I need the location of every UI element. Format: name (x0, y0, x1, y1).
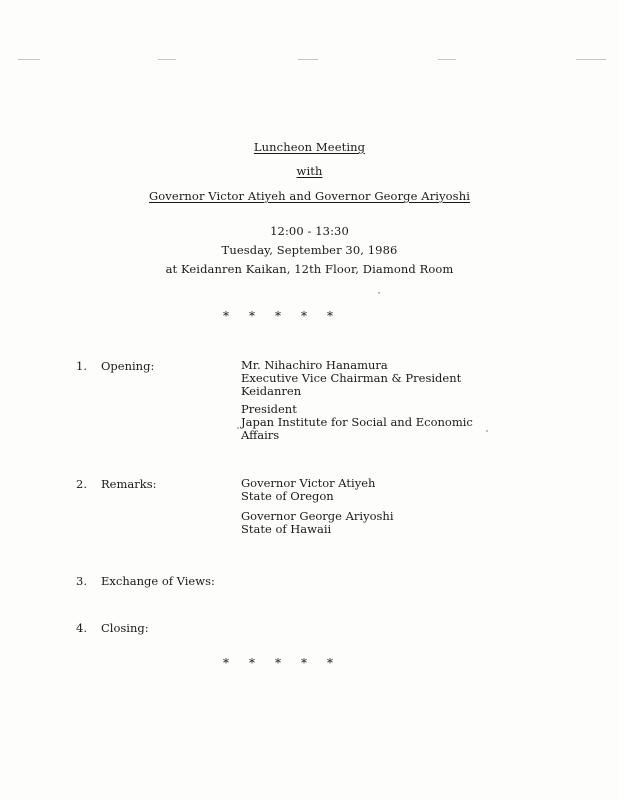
speaker-state: State of Hawaii (241, 522, 332, 536)
speaker-name: Mr. Nihachiro Hanamura (241, 358, 388, 372)
agenda-number-3: 3. (76, 574, 87, 588)
meeting-title: Luncheon Meeting (253, 140, 366, 154)
scan-speck (486, 430, 488, 432)
speaker-state: State of Oregon (241, 489, 334, 503)
scan-mark (438, 59, 456, 60)
star: * (301, 656, 309, 670)
with-line: with (296, 164, 323, 178)
speaker-name: Governor George Ariyoshi (241, 509, 394, 523)
meeting-date: Tuesday, September 30, 1986 (221, 243, 398, 257)
stars-divider-top (214, 309, 354, 323)
agenda-label-closing: Closing: (101, 621, 149, 635)
star: * (223, 656, 231, 670)
agenda-number-1: 1. (76, 359, 87, 373)
speaker-role: President (241, 402, 297, 416)
speaker-org-cont: Affairs (241, 428, 280, 442)
speaker-org: Keidanren (241, 384, 302, 398)
speaker-org: Japan Institute for Social and Economic (241, 415, 473, 429)
scan-speck (378, 292, 380, 294)
scan-mark (18, 59, 40, 60)
speaker-title: Executive Vice Chairman & President (241, 371, 462, 385)
scan-mark (298, 59, 318, 60)
star: * (327, 656, 335, 670)
star: * (275, 309, 283, 323)
stars-divider-bottom (214, 656, 354, 670)
agenda-label-opening: Opening: (101, 359, 155, 373)
speaker-name: Governor Victor Atiyeh (241, 476, 376, 490)
meeting-venue: at Keidanren Kaikan, 12th Floor, Diamond Room (165, 262, 454, 276)
scan-mark (576, 59, 606, 60)
agenda-label-exchange: Exchange of Views: (101, 574, 215, 588)
star: * (275, 656, 283, 670)
agenda-number-2: 2. (76, 477, 87, 491)
star: * (249, 656, 257, 670)
star: * (223, 309, 231, 323)
star: * (327, 309, 335, 323)
star: * (301, 309, 309, 323)
scan-speck (237, 427, 239, 429)
star: * (249, 309, 257, 323)
agenda-number-4: 4. (76, 621, 87, 635)
governors-line: Governor Victor Atiyeh and Governor George Ariyoshi (149, 189, 470, 203)
scan-mark (158, 59, 176, 60)
meeting-time: 12:00 - 13:30 (270, 224, 349, 238)
agenda-label-remarks: Remarks: (101, 477, 157, 491)
